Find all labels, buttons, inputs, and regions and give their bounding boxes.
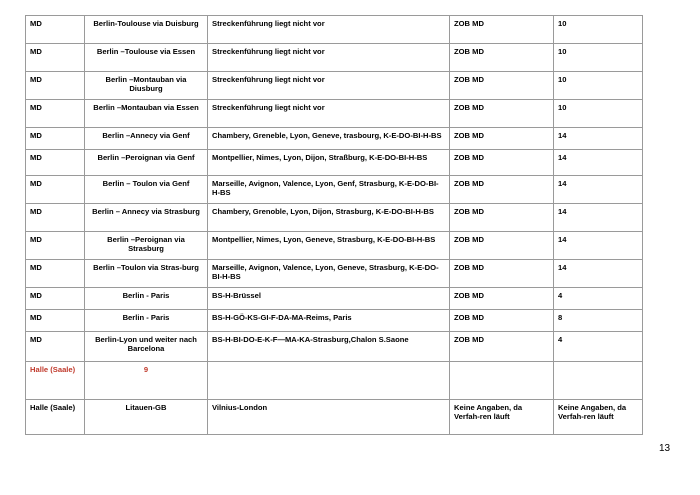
route-cell: Berlin-Lyon und weiter nach Barcelona (85, 332, 208, 362)
station-cell: ZOB MD (450, 204, 554, 232)
value-cell: 14 (554, 232, 643, 260)
value-cell (554, 362, 643, 400)
value-cell: 8 (554, 310, 643, 332)
city-cell: MD (26, 204, 85, 232)
stops-cell: BS-H-Brüssel (208, 288, 450, 310)
city-cell: MD (26, 310, 85, 332)
table-row (26, 204, 643, 232)
route-cell: Berlin –Peroignan via Genf (85, 150, 208, 176)
value-cell: 10 (554, 100, 643, 128)
station-cell: ZOB MD (450, 310, 554, 332)
table-row (26, 400, 643, 435)
table-row (26, 332, 643, 362)
value-cell: Keine Angaben, da Verfah-ren läuft (554, 400, 643, 435)
table-row (26, 362, 643, 400)
value-cell: 10 (554, 16, 643, 44)
page-number: 13 (659, 443, 671, 454)
route-cell: Berlin –Peroignan via Strasburg (85, 232, 208, 260)
stops-cell: Streckenführung liegt nicht vor (208, 16, 450, 44)
city-cell: MD (26, 128, 85, 150)
route-cell: Berlin –Montauban via Diusburg (85, 72, 208, 100)
route-cell: Berlin - Paris (85, 310, 208, 332)
city-cell: MD (26, 332, 85, 362)
route-cell: Berlin – Annecy via Strasburg (85, 204, 208, 232)
station-cell: ZOB MD (450, 260, 554, 288)
station-cell: Keine Angaben, da Verfah-ren läuft (450, 400, 554, 435)
table-row (26, 72, 643, 100)
station-cell: ZOB MD (450, 100, 554, 128)
table-row (26, 310, 643, 332)
stops-cell: Streckenführung liegt nicht vor (208, 44, 450, 72)
stops-cell: Montpellier, Nimes, Lyon, Geneve, Strasburg, K-E-DO-BI-H-BS (208, 232, 450, 260)
table-row (26, 176, 643, 204)
value-cell: 10 (554, 72, 643, 100)
city-cell: MD (26, 150, 85, 176)
route-cell: Berlin - Paris (85, 288, 208, 310)
station-cell: ZOB MD (450, 288, 554, 310)
stops-cell: Streckenführung liegt nicht vor (208, 100, 450, 128)
table-row (26, 288, 643, 310)
route-cell: Berlin-Toulouse via Duisburg (85, 16, 208, 44)
station-cell: ZOB MD (450, 332, 554, 362)
station-cell (450, 362, 554, 400)
value-cell: 14 (554, 150, 643, 176)
station-cell: ZOB MD (450, 176, 554, 204)
stops-cell: Vilnius-London (208, 400, 450, 435)
route-table (25, 15, 643, 435)
city-cell: MD (26, 288, 85, 310)
station-cell: ZOB MD (450, 44, 554, 72)
value-cell: 14 (554, 128, 643, 150)
stops-cell: Chambery, Greneble, Lyon, Geneve, trasbourg, K-E-DO-BI-H-BS (208, 128, 450, 150)
halle-section (26, 362, 643, 435)
value-cell: 4 (554, 332, 643, 362)
city-cell: Halle (Saale) (26, 400, 85, 435)
route-cell: Berlin –Toulon via Stras-burg (85, 260, 208, 288)
station-cell: ZOB MD (450, 232, 554, 260)
station-cell: ZOB MD (450, 72, 554, 100)
city-cell: MD (26, 44, 85, 72)
value-cell: 14 (554, 176, 643, 204)
value-cell: 4 (554, 288, 643, 310)
route-cell: Berlin – Toulon via Genf (85, 176, 208, 204)
station-cell: ZOB MD (450, 150, 554, 176)
table-row (26, 150, 643, 176)
stops-cell: Chambery, Grenoble, Lyon, Dijon, Strasburg, K-E-DO-BI-H-BS (208, 204, 450, 232)
stops-cell (208, 362, 450, 400)
table-row (26, 128, 643, 150)
city-cell: MD (26, 232, 85, 260)
stops-cell: BS-H-BI-DO-E-K-F—MA-KA-Strasburg,Chalon S.Saone (208, 332, 450, 362)
route-cell: Berlin –Montauban via Essen (85, 100, 208, 128)
table-row (26, 16, 643, 44)
stops-cell: BS-H-GÖ-KS-GI-F-DA-MA-Reims, Paris (208, 310, 450, 332)
stops-cell: Marseille, Avignon, Valence, Lyon, Genf, Strasburg, K-E-DO-BI-H-BS (208, 176, 450, 204)
city-cell: Halle (Saale) (26, 362, 85, 400)
table-row (26, 260, 643, 288)
city-cell: MD (26, 176, 85, 204)
table-row (26, 44, 643, 72)
value-cell: 14 (554, 204, 643, 232)
route-cell: Berlin –Annecy via Genf (85, 128, 208, 150)
station-cell: ZOB MD (450, 16, 554, 44)
city-cell: MD (26, 16, 85, 44)
value-cell: 14 (554, 260, 643, 288)
route-cell: Berlin –Toulouse via Essen (85, 44, 208, 72)
city-cell: MD (26, 100, 85, 128)
value-cell: 10 (554, 44, 643, 72)
stops-cell: Marseille, Avignon, Valence, Lyon, Geneve, Strasburg, K-E-DO-BI-H-BS (208, 260, 450, 288)
city-cell: MD (26, 260, 85, 288)
stops-cell: Montpellier, Nimes, Lyon, Dijon, Straßburg, K-E-DO-BI-H-BS (208, 150, 450, 176)
stops-cell: Streckenführung liegt nicht vor (208, 72, 450, 100)
table-row (26, 232, 643, 260)
table-row (26, 100, 643, 128)
route-table-body (26, 16, 643, 362)
count-cell: 9 (85, 362, 208, 400)
station-cell: ZOB MD (450, 128, 554, 150)
route-cell: Litauen-GB (85, 400, 208, 435)
city-cell: MD (26, 72, 85, 100)
